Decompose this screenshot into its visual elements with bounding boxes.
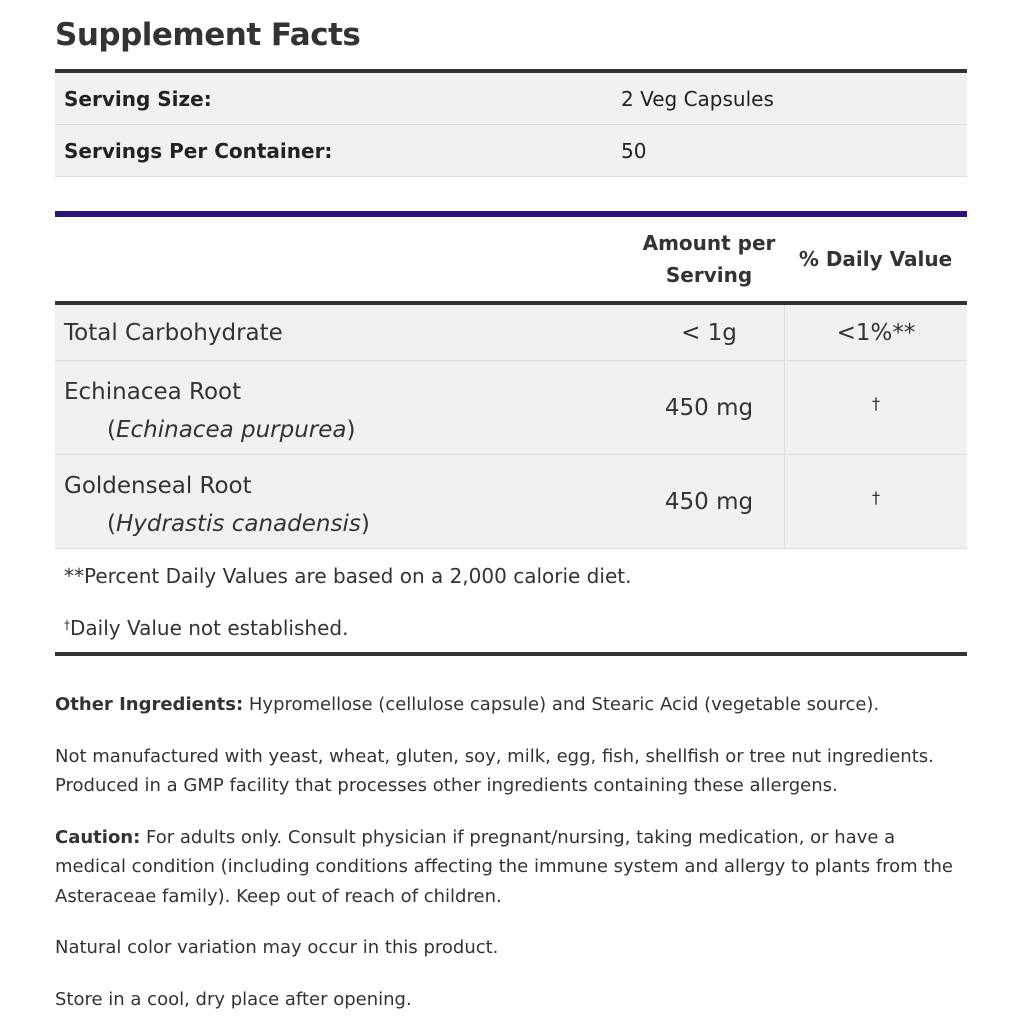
caution-statement: [55, 823, 967, 912]
servings-per-container-value: 50: [621, 138, 647, 163]
dagger-mark: †: [872, 488, 880, 507]
header-amount-line2: Serving: [665, 263, 753, 287]
footnote-text: Daily Value not established.: [70, 616, 349, 640]
nutrient-name: Echinacea Root: [64, 379, 242, 405]
header-amount-per-serving: [634, 227, 784, 291]
dagger-footnote-mark: †: [64, 618, 70, 632]
servings-per-container-label: Servings Per Container:: [64, 138, 333, 163]
page-title: Supplement Facts: [55, 17, 361, 53]
scientific-name: (Hydrastis canadensis): [107, 511, 370, 537]
servings-per-container-row: [55, 125, 967, 177]
nutrient-amount: 450 mg: [664, 394, 754, 421]
color-variation-note: Natural color variation may occur in this product.: [55, 937, 499, 958]
nutrient-daily-value-cell: [784, 361, 967, 454]
footnote-daily-values: **Percent Daily Values are based on a 2,000 calorie diet.: [64, 564, 632, 588]
serving-size-value: 2 Veg Capsules: [621, 86, 774, 111]
nutrient-name: Goldenseal Root: [64, 473, 252, 499]
header-amount-line1: Amount per: [642, 231, 776, 255]
other-ingredients-text: Hypromellose (cellulose capsule) and Stearic Acid (vegetable source).: [243, 694, 880, 715]
table-header: [55, 217, 967, 301]
nutrient-amount: < 1g: [681, 319, 737, 346]
header-daily-value: % Daily Value: [798, 247, 953, 271]
table-row: [55, 455, 967, 549]
nutrient-daily-value: <1%**: [784, 305, 967, 360]
caution-label: Caution:: [55, 826, 141, 848]
scientific-name: (Echinacea purpurea): [107, 417, 356, 443]
storage-note: Store in a cool, dry place after opening.: [55, 988, 412, 1010]
serving-size-label: Serving Size:: [64, 86, 212, 111]
nutrient-name-cell: [55, 361, 634, 454]
other-ingredients-label: Other Ingredients:: [55, 694, 244, 715]
table-row: [55, 361, 967, 455]
allergen-statement: Not manufactured with yeast, wheat, gluten, soy, milk, egg, fish, shellfish or tree nut ingredients. Produced in a GMP facility that processes other ingredients containing these allergens.: [55, 745, 934, 796]
nutrient-daily-value-cell: [784, 455, 967, 548]
nutrient-name: Total Carbohydrate: [64, 319, 283, 346]
nutrient-amount: 450 mg: [664, 488, 754, 515]
table-row: [55, 305, 967, 361]
footnote-not-established: [55, 610, 967, 640]
supplement-facts-panel: [55, 0, 967, 1014]
bottom-divider: [55, 652, 967, 656]
caution-text: For adults only. Consult physician if pregnant/nursing, taking medication, or have a medical condition (including conditions affecting the immune system and allergy to plants from the Asteraceae family). Keep out of reach of children.: [55, 826, 953, 907]
other-ingredients: [55, 690, 967, 720]
dagger-mark: †: [872, 394, 880, 413]
serving-size-row: [55, 73, 967, 125]
nutrient-name-cell: [55, 455, 634, 548]
